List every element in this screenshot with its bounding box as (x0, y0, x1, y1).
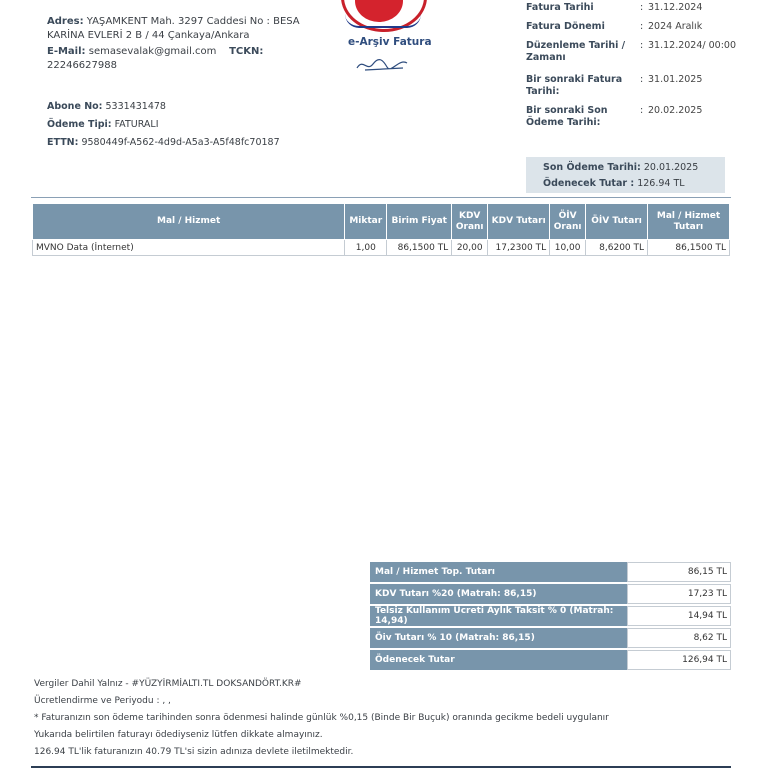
seller-address: Adres: YAŞAMKENT Mah. 3297 Caddesi No : BESA KARİNA EVLERİ 2 B / 44 Çankaya/Ankara (47, 16, 300, 41)
totals-value: 126,94 TL (627, 650, 731, 670)
column-header: ÖİV Oranı (550, 204, 586, 240)
totals-label: Mal / Hizmet Top. Tutarı (370, 562, 627, 582)
seal-ring-icon (345, 14, 421, 28)
meta-value: 20.02.2025 (648, 105, 703, 116)
subscriber-row: Abone No: 5331431478 (47, 101, 166, 112)
table-cell: 1,00 (345, 240, 387, 256)
meta-label: Fatura Dönemi (526, 21, 605, 32)
meta-colon: : (640, 74, 644, 85)
payment-summary-box (526, 157, 725, 193)
totals-value: 8,62 TL (627, 628, 731, 648)
table-cell: 8,6200 TL (586, 240, 648, 256)
totals-row (370, 650, 731, 670)
totals-value: 14,94 TL (627, 606, 731, 626)
table-cell: 17,2300 TL (488, 240, 550, 256)
totals-row (370, 562, 731, 582)
seller-tckn: 22246627988 (47, 60, 117, 71)
amount-due-row: Ödenecek Tutar : 126.94 TL (543, 178, 685, 189)
totals-value: 17,23 TL (627, 584, 731, 604)
ettn-value: 9580449f-A562-4d9d-A5a3-A5f48fc70187 (81, 137, 280, 148)
meta-row (526, 21, 766, 33)
table-cell: 20,00 (452, 240, 488, 256)
signature-icon (353, 54, 413, 76)
meta-value: 31.01.2025 (648, 74, 703, 85)
ettn-row: ETTN: 9580449f-A562-4d9d-A5a3-A5f48fc70187 (47, 137, 280, 148)
meta-row (526, 74, 766, 98)
totals-label: Ödenecek Tutar (370, 650, 627, 670)
e-archive-logo (337, 0, 437, 80)
table-row (33, 240, 730, 256)
meta-value: 31.12.2024 (648, 2, 703, 13)
meta-label: Fatura Tarihi (526, 2, 594, 13)
table-cell: MVNO Data (İnternet) (33, 240, 345, 256)
amount-due: 126.94 TL (637, 178, 685, 189)
seller-email: semasevalak@gmail.com (88, 46, 217, 57)
due-date: 20.01.2025 (643, 162, 699, 173)
meta-label: Düzenleme Tarihi / Zamanı (526, 40, 626, 63)
seller-contact: E-Mail: semasevalak@gmail.com TCKN: 22246627988 (47, 46, 264, 71)
payment-type: FATURALI (114, 119, 159, 130)
column-header: KDV Tutarı (488, 204, 550, 240)
meta-colon: : (640, 2, 644, 13)
meta-label: Bir sonraki Fatura Tarihi: (526, 74, 623, 97)
totals-label: Telsiz Kullanım Ücreti Aylık Taksit % 0 (Matrah: 14,94) (370, 606, 627, 626)
meta-colon: : (640, 105, 644, 116)
totals-row (370, 584, 731, 604)
column-header: KDV Oranı (452, 204, 488, 240)
payment-type-row: Ödeme Tipi: FATURALI (47, 119, 159, 130)
meta-row (526, 40, 766, 64)
note-line: * Faturanızın son ödeme tarihinden sonra ödenmesi halinde günlük %0,15 (Binde Bir Buçuk) oranında gecikme bedeli uygulanır (34, 713, 609, 723)
column-header: Birim Fiyat (387, 204, 452, 240)
table-cell: 10,00 (550, 240, 586, 256)
buyer-info (47, 98, 280, 152)
totals-row (370, 628, 731, 648)
seller-info (47, 15, 327, 75)
invoice-notes (34, 676, 609, 761)
subscriber-number: 5331431478 (105, 101, 166, 112)
due-date-row: Son Ödeme Tarihi: 20.01.2025 (543, 162, 699, 173)
meta-value: 2024 Aralık (648, 21, 703, 32)
totals-table (370, 560, 731, 672)
note-line: Yukarıda belirtilen faturayı ödediyseniz lütfen dikkate almayınız. (34, 730, 323, 740)
meta-label: Bir sonraki Son Ödeme Tarihi: (526, 105, 608, 128)
totals-label: KDV Tutarı %20 (Matrah: 86,15) (370, 584, 627, 604)
line-items-table (32, 203, 730, 256)
meta-row (526, 2, 766, 14)
column-header: Mal / Hizmet Tutarı (648, 204, 730, 240)
totals-row (370, 606, 731, 626)
meta-colon: : (640, 21, 644, 32)
meta-value: 31.12.2024/ 00:00 (648, 40, 736, 51)
invoice-meta (526, 2, 766, 136)
note-line: Ücretlendirme ve Periyodu : , , (34, 696, 171, 706)
totals-value: 86,15 TL (627, 562, 731, 582)
document-type-title: e-Arşiv Fatura (348, 36, 432, 48)
table-header-row (33, 204, 730, 240)
column-header: Miktar (345, 204, 387, 240)
meta-colon: : (640, 40, 644, 51)
section-divider (31, 197, 731, 198)
column-header: Mal / Hizmet (33, 204, 345, 240)
totals-label: Öiv Tutarı % 10 (Matrah: 86,15) (370, 628, 627, 648)
column-header: ÖİV Tutarı (586, 204, 648, 240)
table-cell: 86,1500 TL (648, 240, 730, 256)
meta-row (526, 105, 766, 129)
note-line: 126.94 TL'lik faturanızın 40.79 TL'si sizin adınıza devlete iletilmektedir. (34, 747, 354, 757)
note-line: Vergiler Dahil Yalnız - #YÜZYİRMİALTI.TL DOKSANDÖRT.KR# (34, 679, 302, 689)
table-cell: 86,1500 TL (387, 240, 452, 256)
